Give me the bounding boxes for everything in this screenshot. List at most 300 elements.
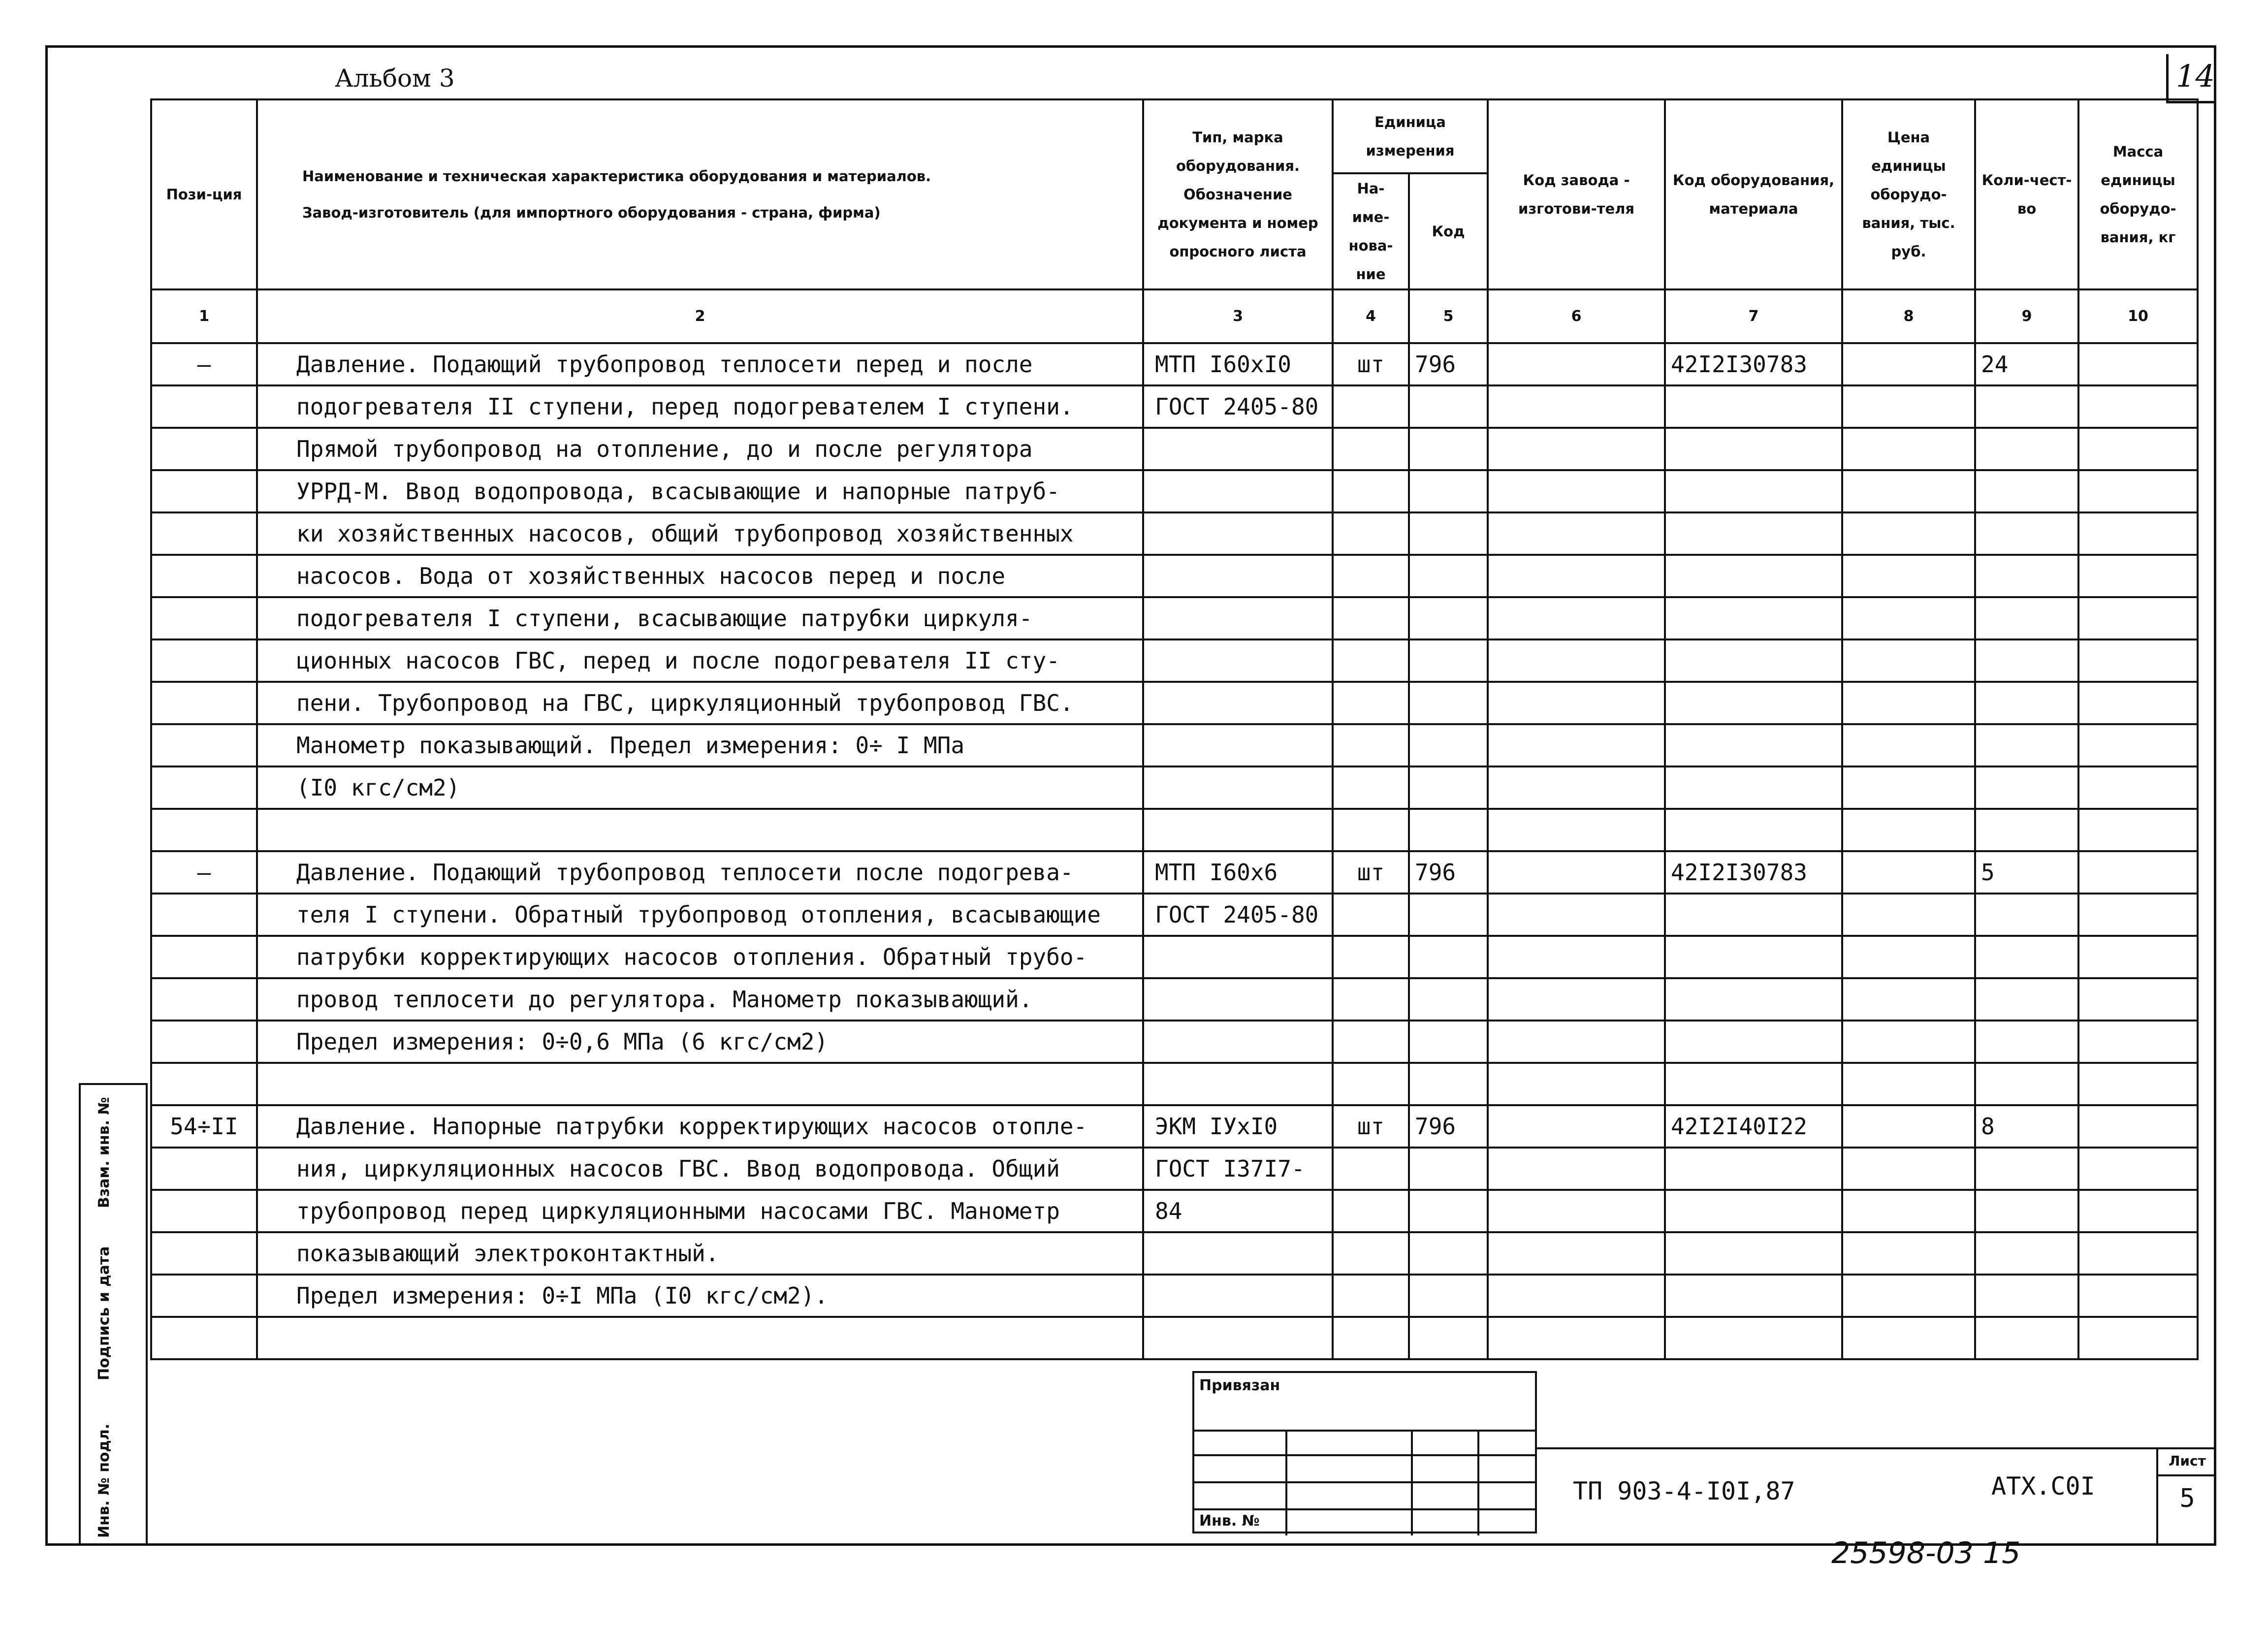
equipment-code-cell: 42I2I30783: [1665, 343, 1842, 385]
col-number: 1: [151, 289, 257, 343]
position-cell: [151, 385, 257, 428]
header-name: Наименование и техническая характеристика оборудования и материалов. Завод-изготовитель (для импортного оборудования - страна, фирма): [257, 99, 1143, 289]
price-cell: [1842, 1275, 1975, 1317]
unit-name-cell: [1333, 512, 1409, 555]
position-cell: –: [151, 343, 257, 385]
factory-code-cell: [1488, 639, 1665, 682]
mass-cell: [2078, 1275, 2198, 1317]
price-cell: [1842, 978, 1975, 1021]
name-cell: Давление. Подающий трубопровод теплосети после подогрева-: [257, 851, 1143, 894]
table-row: [151, 1063, 2198, 1105]
header-position: Пози-ция: [151, 99, 257, 289]
type-cell: [1143, 1232, 1333, 1275]
equipment-code-cell: 42I2I30783: [1665, 851, 1842, 894]
position-cell: [151, 724, 257, 766]
price-cell: [1842, 936, 1975, 978]
price-cell: [1842, 1063, 1975, 1105]
name-cell: подогревателя I ступени, всасывающие патрубки циркуля-: [257, 597, 1143, 639]
mass-cell: [2078, 512, 2198, 555]
unit-code-cell: 796: [1409, 851, 1488, 894]
unit-name-cell: шт: [1333, 343, 1409, 385]
header-quantity: Коли-чест-во: [1975, 99, 2078, 289]
name-cell: (I0 кгс/см2): [257, 766, 1143, 809]
factory-code-cell: [1488, 1232, 1665, 1275]
price-cell: [1842, 894, 1975, 936]
price-cell: [1842, 851, 1975, 894]
name-cell: патрубки корректирующих насосов отопления. Обратный трубо-: [257, 936, 1143, 978]
position-cell: [151, 1021, 257, 1063]
quantity-cell: [1975, 1190, 2078, 1232]
table-row: [151, 470, 2198, 512]
type-cell: [1143, 978, 1333, 1021]
unit-name-cell: [1333, 724, 1409, 766]
table-row: [151, 1105, 2198, 1148]
unit-name-cell: [1333, 809, 1409, 851]
unit-name-cell: шт: [1333, 1105, 1409, 1148]
label-sign-date: Подпись и дата: [96, 1246, 113, 1380]
factory-code-cell: [1488, 470, 1665, 512]
quantity-cell: [1975, 894, 2078, 936]
col-number: 3: [1143, 289, 1333, 343]
unit-code-cell: [1409, 555, 1488, 597]
name-cell: насосов. Вода от хозяйственных насосов перед и после: [257, 555, 1143, 597]
unit-code-cell: 796: [1409, 343, 1488, 385]
type-cell: [1143, 597, 1333, 639]
position-cell: [151, 1190, 257, 1232]
unit-name-cell: [1333, 682, 1409, 724]
header-type: Тип, марка оборудования. Обозначение документа и номер опросного листа: [1143, 99, 1333, 289]
name-cell: показывающий электроконтактный.: [257, 1232, 1143, 1275]
quantity-cell: [1975, 597, 2078, 639]
unit-code-cell: [1409, 682, 1488, 724]
header-mass: Масса единицы оборудо-вания, кг: [2078, 99, 2198, 289]
name-cell: УРРД-М. Ввод водопровода, всасывающие и напорные патруб-: [257, 470, 1143, 512]
header-factory-code: Код завода - изготови-теля: [1488, 99, 1665, 289]
name-cell: теля I ступени. Обратный трубопровод отопления, всасывающие: [257, 894, 1143, 936]
type-cell: ЭКМ IУxI0: [1143, 1105, 1333, 1148]
quantity-cell: [1975, 1232, 2078, 1275]
bottom-handwritten-note: 25598-03 15: [1831, 1536, 2021, 1570]
mass-cell: [2078, 385, 2198, 428]
equipment-code-cell: [1665, 1317, 1842, 1359]
col-number: 9: [1975, 289, 2078, 343]
mass-cell: [2078, 1148, 2198, 1190]
equipment-code-cell: [1665, 597, 1842, 639]
col-number: 4: [1333, 289, 1409, 343]
factory-code-cell: [1488, 1317, 1665, 1359]
position-cell: [151, 809, 257, 851]
factory-code-cell: [1488, 809, 1665, 851]
table-row: [151, 597, 2198, 639]
unit-code-cell: 796: [1409, 1105, 1488, 1148]
quantity-cell: [1975, 809, 2078, 851]
table-row: [151, 682, 2198, 724]
price-cell: [1842, 597, 1975, 639]
equipment-code-cell: 42I2I40I22: [1665, 1105, 1842, 1148]
price-cell: [1842, 809, 1975, 851]
factory-code-cell: [1488, 682, 1665, 724]
price-cell: [1842, 343, 1975, 385]
table-row: [151, 851, 2198, 894]
equipment-code-cell: [1665, 724, 1842, 766]
price-cell: [1842, 1190, 1975, 1232]
price-cell: [1842, 1317, 1975, 1359]
header-price: Цена единицы оборудо-вания, тыс. руб.: [1842, 99, 1975, 289]
col-number: 8: [1842, 289, 1975, 343]
specification-table: [150, 98, 2199, 1360]
position-cell: [151, 1317, 257, 1359]
factory-code-cell: [1488, 724, 1665, 766]
unit-name-cell: [1333, 1232, 1409, 1275]
table-row: [151, 428, 2198, 470]
equipment-code-cell: [1665, 682, 1842, 724]
stamp-inv-label: Инв. №: [1199, 1512, 1260, 1530]
unit-code-cell: [1409, 639, 1488, 682]
equipment-code-cell: [1665, 978, 1842, 1021]
factory-code-cell: [1488, 1105, 1665, 1148]
type-cell: [1143, 512, 1333, 555]
equipment-code-cell: [1665, 1021, 1842, 1063]
quantity-cell: [1975, 1063, 2078, 1105]
quantity-cell: [1975, 428, 2078, 470]
position-cell: [151, 682, 257, 724]
table-row: [151, 385, 2198, 428]
col-number: 5: [1409, 289, 1488, 343]
name-cell: Прямой трубопровод на отопление, до и после регулятора: [257, 428, 1143, 470]
price-cell: [1842, 682, 1975, 724]
factory-code-cell: [1488, 428, 1665, 470]
name-cell: ния, циркуляционных насосов ГВС. Ввод водопровода. Общий: [257, 1148, 1143, 1190]
mass-cell: [2078, 851, 2198, 894]
col-number: 7: [1665, 289, 1842, 343]
price-cell: [1842, 724, 1975, 766]
type-cell: 84: [1143, 1190, 1333, 1232]
mass-cell: [2078, 1232, 2198, 1275]
name-cell: Манометр показывающий. Предел измерения: 0÷ I МПа: [257, 724, 1143, 766]
equipment-code-cell: [1665, 428, 1842, 470]
unit-name-cell: [1333, 978, 1409, 1021]
mass-cell: [2078, 936, 2198, 978]
table-row: [151, 766, 2198, 809]
mass-cell: [2078, 470, 2198, 512]
position-cell: [151, 555, 257, 597]
stamp-tied-label: Привязан: [1199, 1377, 1280, 1394]
unit-name-cell: [1333, 1190, 1409, 1232]
document-code: АТХ.С0I: [1991, 1472, 2095, 1500]
quantity-cell: 24: [1975, 343, 2078, 385]
unit-code-cell: [1409, 724, 1488, 766]
album-label: Альбом 3: [335, 64, 455, 93]
quantity-cell: 5: [1975, 851, 2078, 894]
type-cell: [1143, 682, 1333, 724]
equipment-code-cell: [1665, 809, 1842, 851]
unit-code-cell: [1409, 428, 1488, 470]
unit-code-cell: [1409, 1063, 1488, 1105]
label-inv-number: Инв. № подл.: [96, 1423, 113, 1538]
mass-cell: [2078, 639, 2198, 682]
factory-code-cell: [1488, 1275, 1665, 1317]
name-cell: [257, 1063, 1143, 1105]
mass-cell: [2078, 724, 2198, 766]
unit-name-cell: [1333, 428, 1409, 470]
tied-stamp: [1192, 1371, 1537, 1533]
unit-name-cell: [1333, 1063, 1409, 1105]
equipment-code-cell: [1665, 555, 1842, 597]
position-cell: 54÷II: [151, 1105, 257, 1148]
unit-code-cell: [1409, 766, 1488, 809]
position-cell: [151, 978, 257, 1021]
unit-code-cell: [1409, 1148, 1488, 1190]
unit-code-cell: [1409, 936, 1488, 978]
type-cell: [1143, 724, 1333, 766]
name-cell: Давление. Напорные патрубки корректирующих насосов отопле-: [257, 1105, 1143, 1148]
table-row: [151, 1317, 2198, 1359]
mass-cell: [2078, 894, 2198, 936]
table-row: [151, 1148, 2198, 1190]
mass-cell: [2078, 343, 2198, 385]
quantity-cell: [1975, 470, 2078, 512]
quantity-cell: [1975, 1275, 2078, 1317]
name-cell: Давление. Подающий трубопровод теплосети перед и после: [257, 343, 1143, 385]
position-cell: [151, 936, 257, 978]
unit-name-cell: [1333, 936, 1409, 978]
price-cell: [1842, 1021, 1975, 1063]
quantity-cell: [1975, 936, 2078, 978]
unit-name-cell: [1333, 597, 1409, 639]
factory-code-cell: [1488, 894, 1665, 936]
type-cell: ГОСТ 2405-80: [1143, 385, 1333, 428]
name-cell: Предел измерения: 0÷0,6 МПа (6 кгс/см2): [257, 1021, 1143, 1063]
type-cell: [1143, 1275, 1333, 1317]
unit-code-cell: [1409, 512, 1488, 555]
label-vzam: Взам. инв. №: [96, 1097, 113, 1208]
table-row: [151, 1275, 2198, 1317]
table-row: [151, 1190, 2198, 1232]
factory-code-cell: [1488, 385, 1665, 428]
unit-name-cell: [1333, 1148, 1409, 1190]
unit-code-cell: [1409, 1232, 1488, 1275]
factory-code-cell: [1488, 555, 1665, 597]
quantity-cell: [1975, 1148, 2078, 1190]
quantity-cell: 8: [1975, 1105, 2078, 1148]
mass-cell: [2078, 978, 2198, 1021]
price-cell: [1842, 1148, 1975, 1190]
name-cell: Предел измерения: 0÷I МПа (I0 кгс/см2).: [257, 1275, 1143, 1317]
mass-cell: [2078, 1105, 2198, 1148]
position-cell: –: [151, 851, 257, 894]
table-row: [151, 894, 2198, 936]
unit-code-cell: [1409, 894, 1488, 936]
unit-code-cell: [1409, 1021, 1488, 1063]
type-cell: [1143, 936, 1333, 978]
unit-code-cell: [1409, 385, 1488, 428]
table-row: [151, 555, 2198, 597]
left-approval-strip: [79, 1083, 148, 1546]
equipment-code-cell: [1665, 894, 1842, 936]
type-cell: [1143, 809, 1333, 851]
position-cell: [151, 639, 257, 682]
factory-code-cell: [1488, 1190, 1665, 1232]
name-cell: провод теплосети до регулятора. Манометр показывающий.: [257, 978, 1143, 1021]
unit-code-cell: [1409, 1190, 1488, 1232]
quantity-cell: [1975, 555, 2078, 597]
type-cell: [1143, 766, 1333, 809]
unit-name-cell: шт: [1333, 851, 1409, 894]
position-cell: [151, 766, 257, 809]
unit-name-cell: [1333, 639, 1409, 682]
col-number: 2: [257, 289, 1143, 343]
type-cell: ГОСТ 2405-80: [1143, 894, 1333, 936]
mass-cell: [2078, 809, 2198, 851]
factory-code-cell: [1488, 343, 1665, 385]
factory-code-cell: [1488, 936, 1665, 978]
quantity-cell: [1975, 1021, 2078, 1063]
name-cell: [257, 1317, 1143, 1359]
table-row: [151, 512, 2198, 555]
type-cell: [1143, 555, 1333, 597]
col-number: 6: [1488, 289, 1665, 343]
sheet-box: [2156, 1447, 2216, 1546]
quantity-cell: [1975, 512, 2078, 555]
quantity-cell: [1975, 766, 2078, 809]
column-number-row: [151, 289, 2198, 343]
equipment-code-cell: [1665, 512, 1842, 555]
type-cell: [1143, 470, 1333, 512]
factory-code-cell: [1488, 597, 1665, 639]
mass-cell: [2078, 597, 2198, 639]
unit-code-cell: [1409, 809, 1488, 851]
sheet-value: 5: [2179, 1484, 2195, 1513]
col-number: 10: [2078, 289, 2198, 343]
table-row: [151, 639, 2198, 682]
price-cell: [1842, 385, 1975, 428]
factory-code-cell: [1488, 978, 1665, 1021]
name-cell: трубопровод перед циркуляционными насосами ГВС. Манометр: [257, 1190, 1143, 1232]
header-unit-name: На-име-нова-ние: [1333, 173, 1409, 289]
mass-cell: [2078, 1063, 2198, 1105]
unit-name-cell: [1333, 894, 1409, 936]
unit-code-cell: [1409, 470, 1488, 512]
position-cell: [151, 1148, 257, 1190]
quantity-cell: [1975, 978, 2078, 1021]
unit-name-cell: [1333, 1021, 1409, 1063]
unit-name-cell: [1333, 766, 1409, 809]
position-cell: [151, 1275, 257, 1317]
table-row: [151, 936, 2198, 978]
name-cell: ки хозяйственных насосов, общий трубопровод хозяйственных: [257, 512, 1143, 555]
factory-code-cell: [1488, 1021, 1665, 1063]
factory-code-cell: [1488, 512, 1665, 555]
position-cell: [151, 597, 257, 639]
position-cell: [151, 512, 257, 555]
type-cell: [1143, 1317, 1333, 1359]
quantity-cell: [1975, 385, 2078, 428]
position-cell: [151, 470, 257, 512]
table-row: [151, 343, 2198, 385]
equipment-code-cell: [1665, 1148, 1842, 1190]
type-cell: [1143, 1063, 1333, 1105]
header-equipment-code: Код оборудования, материала: [1665, 99, 1842, 289]
mass-cell: [2078, 1190, 2198, 1232]
type-cell: [1143, 639, 1333, 682]
project-code: ТП 903-4-I0I,87: [1573, 1477, 1795, 1505]
type-cell: [1143, 428, 1333, 470]
mass-cell: [2078, 555, 2198, 597]
position-cell: [151, 1063, 257, 1105]
position-cell: [151, 894, 257, 936]
name-cell: пени. Трубопровод на ГВС, циркуляционный трубопровод ГВС.: [257, 682, 1143, 724]
quantity-cell: [1975, 682, 2078, 724]
unit-name-cell: [1333, 385, 1409, 428]
table-row: [151, 809, 2198, 851]
mass-cell: [2078, 766, 2198, 809]
equipment-code-cell: [1665, 1275, 1842, 1317]
header-unit-group: Единица измерения: [1333, 99, 1488, 173]
mass-cell: [2078, 1317, 2198, 1359]
unit-name-cell: [1333, 470, 1409, 512]
equipment-code-cell: [1665, 470, 1842, 512]
quantity-cell: [1975, 639, 2078, 682]
mass-cell: [2078, 1021, 2198, 1063]
mass-cell: [2078, 428, 2198, 470]
price-cell: [1842, 555, 1975, 597]
type-cell: [1143, 1021, 1333, 1063]
price-cell: [1842, 512, 1975, 555]
header-unit-code: Код: [1409, 173, 1488, 289]
name-cell: подогревателя II ступени, перед подогревателем I ступени.: [257, 385, 1143, 428]
mass-cell: [2078, 682, 2198, 724]
name-cell: [257, 809, 1143, 851]
price-cell: [1842, 1105, 1975, 1148]
table-row: [151, 1021, 2198, 1063]
factory-code-cell: [1488, 766, 1665, 809]
position-cell: [151, 428, 257, 470]
factory-code-cell: [1488, 1148, 1665, 1190]
quantity-cell: [1975, 724, 2078, 766]
equipment-code-cell: [1665, 936, 1842, 978]
name-cell: ционных насосов ГВС, перед и после подогревателя II сту-: [257, 639, 1143, 682]
factory-code-cell: [1488, 851, 1665, 894]
unit-code-cell: [1409, 1275, 1488, 1317]
quantity-cell: [1975, 1317, 2078, 1359]
position-cell: [151, 1232, 257, 1275]
type-cell: МТП I60xI0: [1143, 343, 1333, 385]
unit-name-cell: [1333, 1317, 1409, 1359]
equipment-code-cell: [1665, 385, 1842, 428]
price-cell: [1842, 428, 1975, 470]
table-row: [151, 1232, 2198, 1275]
equipment-code-cell: [1665, 639, 1842, 682]
unit-code-cell: [1409, 597, 1488, 639]
price-cell: [1842, 639, 1975, 682]
price-cell: [1842, 766, 1975, 809]
type-cell: ГОСТ I37I7-: [1143, 1148, 1333, 1190]
table-row: [151, 724, 2198, 766]
price-cell: [1842, 470, 1975, 512]
equipment-code-cell: [1665, 1232, 1842, 1275]
unit-code-cell: [1409, 978, 1488, 1021]
price-cell: [1842, 1232, 1975, 1275]
table-row: [151, 978, 2198, 1021]
unit-code-cell: [1409, 1317, 1488, 1359]
unit-name-cell: [1333, 1275, 1409, 1317]
equipment-code-cell: [1665, 1063, 1842, 1105]
factory-code-cell: [1488, 1063, 1665, 1105]
equipment-code-cell: [1665, 766, 1842, 809]
unit-name-cell: [1333, 555, 1409, 597]
corner-sheet-number: 14: [2176, 58, 2215, 94]
equipment-code-cell: [1665, 1190, 1842, 1232]
